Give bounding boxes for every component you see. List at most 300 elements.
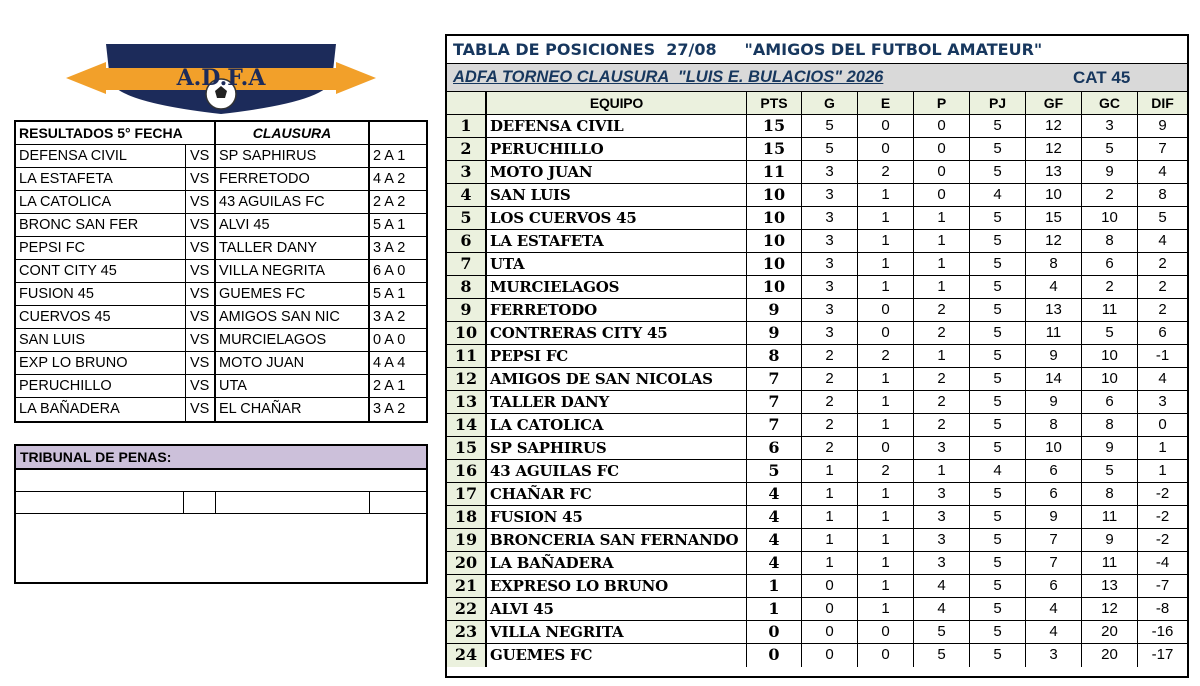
cell-drawn: 0 (858, 299, 914, 321)
cell-goals-against: 9 (1082, 437, 1138, 459)
cell-goals-against: 5 (1082, 322, 1138, 344)
cell-goals-against: 2 (1082, 276, 1138, 298)
cell-played: 4 (970, 460, 1026, 482)
home-team: CUERVOS 45 (16, 306, 186, 328)
home-team: LA BAÑADERA (16, 398, 186, 421)
category-label: CAT 45 (1073, 67, 1131, 87)
cell-won: 2 (802, 368, 858, 390)
cell-drawn: 2 (858, 345, 914, 367)
standings-row (447, 621, 1187, 644)
cell-goals-against: 8 (1082, 483, 1138, 505)
cell-played: 5 (970, 598, 1026, 620)
cell-position: 23 (447, 621, 487, 643)
standings-row (447, 391, 1187, 414)
away-team: UTA (216, 375, 370, 397)
cell-played: 5 (970, 621, 1026, 643)
cell-points: 10 (747, 184, 802, 206)
cell-won: 1 (802, 506, 858, 528)
cell-goals-against: 5 (1082, 460, 1138, 482)
cell-goal-difference: 5 (1158, 209, 1167, 226)
tribunal-row (16, 470, 426, 492)
standings-row (447, 598, 1187, 621)
cell-points: 11 (747, 161, 802, 183)
away-team: ALVI 45 (216, 214, 370, 236)
cell-position: 14 (447, 414, 487, 436)
tournament-name: ADFA TORNEO CLAUSURA "LUIS E. BULACIOS" 2026 (453, 68, 884, 86)
cell-won: 3 (802, 207, 858, 229)
home-team: CONT CITY 45 (16, 260, 186, 282)
cell-points: 4 (747, 552, 802, 574)
cell-goal-difference: -8 (1155, 600, 1170, 617)
cell-points: 4 (747, 506, 802, 528)
cell-goals-for: 4 (1026, 276, 1082, 298)
away-team: SP SAPHIRUS (216, 145, 370, 167)
cell-drawn: 1 (858, 253, 914, 275)
cell-lost: 4 (914, 575, 970, 597)
match-score: 6 A 0 (373, 263, 406, 279)
cell-played: 5 (970, 207, 1026, 229)
cell-goals-against: 3 (1082, 115, 1138, 137)
cell-position: 9 (447, 299, 487, 321)
home-team: DEFENSA CIVIL (16, 145, 186, 167)
results-table (14, 120, 428, 423)
cell-goals-for: 10 (1026, 184, 1082, 206)
cell-won: 1 (802, 460, 858, 482)
cell-position: 11 (447, 345, 487, 367)
col-header-lost: P (914, 92, 970, 114)
cell-position: 22 (447, 598, 487, 620)
cell-won: 0 (802, 644, 858, 667)
cell-team: DEFENSA CIVIL (487, 115, 747, 137)
cell-team: LA ESTAFETA (487, 230, 747, 252)
cell-goal-difference: -2 (1155, 531, 1170, 548)
cell-goals-against: 9 (1082, 529, 1138, 551)
cell-goal-difference: -2 (1155, 485, 1170, 502)
adfa-logo (66, 40, 376, 116)
standings-row (447, 322, 1187, 345)
match-score: 5 A 1 (373, 286, 406, 302)
cell-goal-difference: -17 (1151, 646, 1174, 663)
cell-goals-for: 6 (1026, 575, 1082, 597)
cell-drawn: 1 (858, 598, 914, 620)
cell-lost: 2 (914, 414, 970, 436)
cell-lost: 3 (914, 529, 970, 551)
standings-row (447, 115, 1187, 138)
col-header-goal-difference: DIF (1138, 92, 1187, 114)
cell-position: 1 (447, 115, 487, 137)
cell-goals-against: 9 (1082, 161, 1138, 183)
cell-goals-against: 6 (1082, 253, 1138, 275)
col-header-position (447, 92, 487, 114)
cell-goals-for: 6 (1026, 460, 1082, 482)
cell-played: 5 (970, 138, 1026, 160)
home-team: FUSION 45 (16, 283, 186, 305)
cell-points: 4 (747, 483, 802, 505)
home-team: BRONC SAN FER (16, 214, 186, 236)
cell-goals-against: 20 (1082, 621, 1138, 643)
result-row (16, 214, 426, 237)
cell-won: 3 (802, 184, 858, 206)
cell-goal-difference: 6 (1158, 324, 1167, 341)
cell-lost: 2 (914, 299, 970, 321)
cell-points: 8 (747, 345, 802, 367)
cell-drawn: 1 (858, 207, 914, 229)
cell-drawn: 1 (858, 184, 914, 206)
cell-points: 0 (747, 621, 802, 643)
vs-label: VS (186, 260, 216, 282)
cell-goal-difference: 7 (1158, 140, 1167, 157)
cell-lost: 1 (914, 253, 970, 275)
result-row (16, 283, 426, 306)
cell-goal-difference: 2 (1158, 278, 1167, 295)
cell-goals-for: 15 (1026, 207, 1082, 229)
cell-team: UTA (487, 253, 747, 275)
cell-goals-for: 7 (1026, 529, 1082, 551)
standings-table (445, 34, 1189, 678)
tribunal-row (16, 492, 426, 514)
home-team: LA ESTAFETA (16, 168, 186, 190)
cell-goals-for: 13 (1026, 161, 1082, 183)
cell-team: CONTRERAS CITY 45 (487, 322, 747, 344)
cell-played: 5 (970, 276, 1026, 298)
results-title: RESULTADOS 5° FECHA (16, 122, 216, 144)
cell-team: PEPSI FC (487, 345, 747, 367)
match-score: 3 A 2 (373, 309, 406, 325)
home-team: PERUCHILLO (16, 375, 186, 397)
cell-goal-difference: -2 (1155, 508, 1170, 525)
cell-lost: 4 (914, 598, 970, 620)
cell-goals-against: 10 (1082, 368, 1138, 390)
cell-goal-difference: 2 (1158, 301, 1167, 318)
cell-lost: 2 (914, 391, 970, 413)
standings-row (447, 437, 1187, 460)
cell-goals-for: 12 (1026, 138, 1082, 160)
standings-row (447, 207, 1187, 230)
standings-row (447, 460, 1187, 483)
cell-goals-against: 20 (1082, 644, 1138, 667)
cell-points: 7 (747, 414, 802, 436)
cell-drawn: 0 (858, 437, 914, 459)
match-score: 5 A 1 (373, 217, 406, 233)
vs-label: VS (186, 191, 216, 213)
cell-team: CHAÑAR FC (487, 483, 747, 505)
cell-goal-difference: -1 (1155, 347, 1170, 364)
col-header-won: G (802, 92, 858, 114)
cell-team: 43 AGUILAS FC (487, 460, 747, 482)
cell-team: TALLER DANY (487, 391, 747, 413)
cell-lost: 3 (914, 437, 970, 459)
standings-row (447, 253, 1187, 276)
cell-played: 5 (970, 437, 1026, 459)
vs-label: VS (186, 145, 216, 167)
col-header-drawn: E (858, 92, 914, 114)
cell-played: 5 (970, 299, 1026, 321)
cell-position: 8 (447, 276, 487, 298)
cell-position: 4 (447, 184, 487, 206)
standings-row (447, 552, 1187, 575)
cell-won: 2 (802, 437, 858, 459)
standings-title: TABLA DE POSICIONES 27/08 "AMIGOS DEL FUTBOL AMATEUR" (447, 36, 1187, 64)
cell-goal-difference: 9 (1158, 117, 1167, 134)
cell-played: 5 (970, 506, 1026, 528)
cell-lost: 2 (914, 322, 970, 344)
tribunal-panel (14, 444, 428, 584)
cell-position: 5 (447, 207, 487, 229)
vs-label: VS (186, 398, 216, 421)
cell-points: 9 (747, 322, 802, 344)
cell-lost: 1 (914, 276, 970, 298)
cell-drawn: 1 (858, 276, 914, 298)
standings-row (447, 161, 1187, 184)
cell-team: SAN LUIS (487, 184, 747, 206)
cell-played: 5 (970, 644, 1026, 667)
vs-label: VS (186, 283, 216, 305)
cell-position: 2 (447, 138, 487, 160)
cell-goals-against: 13 (1082, 575, 1138, 597)
cell-won: 1 (802, 529, 858, 551)
cell-points: 7 (747, 368, 802, 390)
cell-won: 1 (802, 483, 858, 505)
cell-lost: 1 (914, 207, 970, 229)
cell-goals-for: 7 (1026, 552, 1082, 574)
cell-won: 3 (802, 230, 858, 252)
cell-lost: 1 (914, 230, 970, 252)
cell-goals-against: 12 (1082, 598, 1138, 620)
cell-drawn: 1 (858, 552, 914, 574)
cell-goals-against: 10 (1082, 345, 1138, 367)
standings-header (447, 92, 1187, 115)
cell-lost: 0 (914, 184, 970, 206)
cell-won: 3 (802, 161, 858, 183)
cell-drawn: 2 (858, 161, 914, 183)
cell-team: MOTO JUAN (487, 161, 747, 183)
cell-points: 10 (747, 230, 802, 252)
cell-played: 5 (970, 322, 1026, 344)
standings-row (447, 644, 1187, 667)
cell-goals-against: 5 (1082, 138, 1138, 160)
match-score: 2 A 2 (373, 194, 406, 210)
cell-goals-against: 8 (1082, 414, 1138, 436)
vs-label: VS (186, 214, 216, 236)
standings-subtitle (447, 64, 1187, 92)
cell-points: 15 (747, 138, 802, 160)
match-score: 3 A 2 (373, 240, 406, 256)
standings-row (447, 138, 1187, 161)
home-team: PEPSI FC (16, 237, 186, 259)
result-row (16, 191, 426, 214)
standings-row (447, 230, 1187, 253)
cell-drawn: 0 (858, 115, 914, 137)
cell-goal-difference: -7 (1155, 577, 1170, 594)
cell-goal-difference: 2 (1158, 255, 1167, 272)
cell-played: 4 (970, 184, 1026, 206)
result-row (16, 260, 426, 283)
cell-played: 5 (970, 552, 1026, 574)
cell-drawn: 0 (858, 138, 914, 160)
cell-won: 3 (802, 253, 858, 275)
away-team: MURCIELAGOS (216, 329, 370, 351)
result-row (16, 398, 426, 421)
col-header-played: PJ (970, 92, 1026, 114)
cell-goals-for: 9 (1026, 506, 1082, 528)
cell-lost: 1 (914, 345, 970, 367)
cell-won: 3 (802, 276, 858, 298)
cell-played: 5 (970, 230, 1026, 252)
cell-lost: 3 (914, 506, 970, 528)
cell-played: 5 (970, 529, 1026, 551)
vs-label: VS (186, 168, 216, 190)
cell-position: 6 (447, 230, 487, 252)
home-team: SAN LUIS (16, 329, 186, 351)
cell-team: VILLA NEGRITA (487, 621, 747, 643)
cell-goals-against: 8 (1082, 230, 1138, 252)
result-row (16, 237, 426, 260)
cell-won: 0 (802, 598, 858, 620)
result-row (16, 168, 426, 191)
cell-played: 5 (970, 483, 1026, 505)
cell-played: 5 (970, 161, 1026, 183)
cell-team: FERRETODO (487, 299, 747, 321)
cell-points: 9 (747, 299, 802, 321)
cell-goal-difference: 8 (1158, 186, 1167, 203)
vs-label: VS (186, 352, 216, 374)
cell-position: 17 (447, 483, 487, 505)
cell-position: 12 (447, 368, 487, 390)
cell-goals-against: 10 (1082, 207, 1138, 229)
cell-points: 6 (747, 437, 802, 459)
cell-goal-difference: 4 (1158, 232, 1167, 249)
cell-points: 1 (747, 598, 802, 620)
vs-label: VS (186, 306, 216, 328)
cell-goals-against: 11 (1082, 299, 1138, 321)
standings-row (447, 575, 1187, 598)
cell-goal-difference: 4 (1158, 370, 1167, 387)
cell-team: FUSION 45 (487, 506, 747, 528)
cell-goals-for: 12 (1026, 230, 1082, 252)
cell-won: 0 (802, 575, 858, 597)
standings-row (447, 529, 1187, 552)
cell-points: 1 (747, 575, 802, 597)
tribunal-title: TRIBUNAL DE PENAS: (16, 446, 426, 470)
cell-won: 0 (802, 621, 858, 643)
cell-position: 10 (447, 322, 487, 344)
match-score: 4 A 2 (373, 171, 406, 187)
cell-position: 21 (447, 575, 487, 597)
cell-drawn: 1 (858, 506, 914, 528)
away-team: GUEMES FC (216, 283, 370, 305)
cell-lost: 1 (914, 460, 970, 482)
cell-drawn: 2 (858, 460, 914, 482)
cell-goal-difference: 1 (1158, 439, 1167, 456)
match-score: 3 A 2 (373, 401, 406, 417)
vs-label: VS (186, 329, 216, 351)
cell-drawn: 1 (858, 529, 914, 551)
cell-points: 5 (747, 460, 802, 482)
away-team: AMIGOS SAN NIC (216, 306, 370, 328)
cell-played: 5 (970, 368, 1026, 390)
cell-team: GUEMES FC (487, 644, 747, 667)
away-team: TALLER DANY (216, 237, 370, 259)
results-header (16, 122, 426, 145)
match-score: 2 A 1 (373, 378, 406, 394)
cell-position: 19 (447, 529, 487, 551)
cell-points: 10 (747, 253, 802, 275)
cell-played: 5 (970, 575, 1026, 597)
cell-goals-for: 9 (1026, 345, 1082, 367)
cell-team: LA BAÑADERA (487, 552, 747, 574)
cell-lost: 3 (914, 483, 970, 505)
cell-drawn: 0 (858, 322, 914, 344)
cell-position: 20 (447, 552, 487, 574)
cell-drawn: 0 (858, 621, 914, 643)
cell-position: 7 (447, 253, 487, 275)
adfa-logo-graphic (66, 40, 376, 116)
cell-played: 5 (970, 253, 1026, 275)
cell-played: 5 (970, 414, 1026, 436)
cell-won: 2 (802, 414, 858, 436)
cell-team: BRONCERIA SAN FERNANDO (487, 529, 747, 551)
cell-points: 15 (747, 115, 802, 137)
cell-goals-for: 4 (1026, 598, 1082, 620)
result-row (16, 145, 426, 168)
col-header-goals-for: GF (1026, 92, 1082, 114)
standings-row (447, 368, 1187, 391)
cell-goals-for: 14 (1026, 368, 1082, 390)
cell-team: LOS CUERVOS 45 (487, 207, 747, 229)
away-team: MOTO JUAN (216, 352, 370, 374)
cell-team: ALVI 45 (487, 598, 747, 620)
cell-drawn: 1 (858, 414, 914, 436)
col-header-points: PTS (747, 92, 802, 114)
cell-goals-for: 10 (1026, 437, 1082, 459)
cell-lost: 5 (914, 621, 970, 643)
cell-lost: 3 (914, 552, 970, 574)
cell-goals-for: 9 (1026, 391, 1082, 413)
cell-points: 7 (747, 391, 802, 413)
cell-team: MURCIELAGOS (487, 276, 747, 298)
cell-drawn: 1 (858, 483, 914, 505)
cell-team: SP SAPHIRUS (487, 437, 747, 459)
match-score: 2 A 1 (373, 148, 406, 164)
cell-position: 18 (447, 506, 487, 528)
cell-position: 3 (447, 161, 487, 183)
col-header-team: EQUIPO (487, 92, 747, 114)
vs-label: VS (186, 237, 216, 259)
cell-goal-difference: 3 (1158, 393, 1167, 410)
cell-goals-for: 6 (1026, 483, 1082, 505)
standings-row (447, 184, 1187, 207)
cell-team: EXPRESO LO BRUNO (487, 575, 747, 597)
cell-goal-difference: 1 (1158, 462, 1167, 479)
cell-lost: 0 (914, 115, 970, 137)
cell-goals-for: 11 (1026, 322, 1082, 344)
result-row (16, 375, 426, 398)
cell-position: 24 (447, 644, 487, 667)
cell-drawn: 1 (858, 230, 914, 252)
cell-lost: 2 (914, 368, 970, 390)
cell-position: 16 (447, 460, 487, 482)
cell-goals-for: 4 (1026, 621, 1082, 643)
results-tournament-label: CLAUSURA (216, 122, 370, 144)
col-header-goals-against: GC (1082, 92, 1138, 114)
cell-goals-against: 6 (1082, 391, 1138, 413)
cell-points: 0 (747, 644, 802, 667)
away-team: EL CHAÑAR (216, 398, 370, 421)
cell-won: 3 (802, 299, 858, 321)
cell-team: AMIGOS DE SAN NICOLAS (487, 368, 747, 390)
cell-lost: 5 (914, 644, 970, 667)
standings-row (447, 483, 1187, 506)
